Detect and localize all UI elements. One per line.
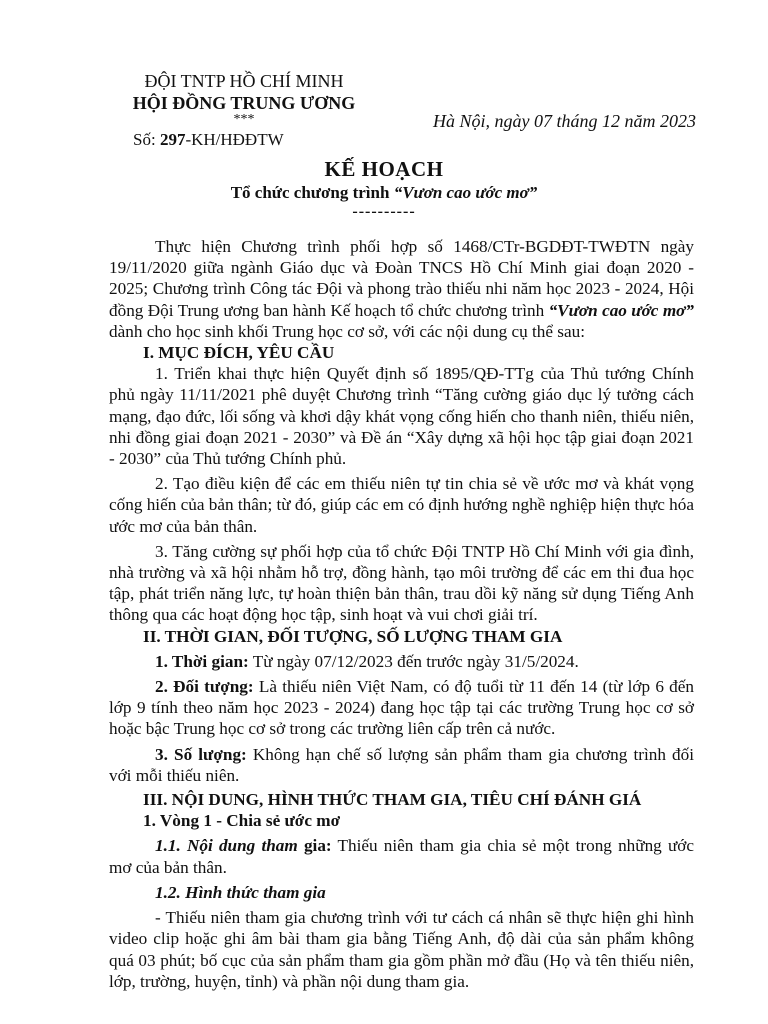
place-date: Hà Nội, ngày 07 tháng 12 năm 2023 <box>433 111 696 131</box>
intro-paragraph: Thực hiện Chương trình phối hợp số 1468/CTr-BGDĐT-TWĐTN ngày 19/11/2020 giữa ngành Giáo dục và Đoàn TNCS Hồ Chí Minh giai đoạn 2020 - 2025; Chương trình Công tác Đội và phong trào thiếu nhi năm học 2023 - 2024, Hội đồng Đội Trung ương ban hành Kế hoạch tổ chức chương trình “Vươn cao ước mơ” dành cho học sinh khối Trung học cơ sở, với các nội dung cụ thể sau: <box>109 237 695 341</box>
section2-quantity: 3. Số lượng: Không hạn chế số lượng sản phẩm tham gia chương trình đối với mỗi thiếu niên. <box>109 744 694 785</box>
document-subtitle: Tổ chức chương trình “Vươn cao ước mơ” <box>230 183 538 202</box>
section1-paragraph: 1. Triển khai thực hiện Quyết định số 1895/QĐ-TTg của Thủ tướng Chính phủ ngày 11/11/2021 phê duyệt Chương trình “Tăng cường giáo dục lý tưởng cách mạng, đạo đức, lối sống và khơi dậy khát vọng cống hiến cho thanh niên, thiếu niên, nhi đồng giai đoạn 2021 - 2030” và Đề án “Xây dựng xã hội học tập giai đoạn 2021 - 2030” của Thủ tướng Chính phủ. <box>109 364 694 469</box>
section-heading-2: II. THỜI GIAN, ĐỐI TƯỢNG, SỐ LƯỢNG THAM GIA <box>143 626 563 646</box>
content-paragraph: 1.1. Nội dung tham gia: Thiếu niên tham gia chia sẻ một trong những ước mơ của bản thân. <box>109 836 695 877</box>
section2-time: 1. Thời gian: Từ ngày 07/12/2023 đến trước ngày 31/5/2024. <box>155 651 579 671</box>
organization-name: ĐỘI TNTP HỒ CHÍ MINH <box>144 71 344 91</box>
section-heading-3: III. NỘI DUNG, HÌNH THỨC THAM GIA, TIÊU CHÍ ĐÁNH GIÁ <box>143 790 642 810</box>
document-body <box>109 236 694 992</box>
council-name: HỘI ĐỒNG TRUNG ƯƠNG <box>132 93 356 113</box>
form-paragraph: - Thiếu niên tham gia chương trình với tư cách cá nhân sẽ thực hiện ghi hình video clip hoặc ghi âm bài tham gia bằng Tiếng Anh, độ dài của sản phẩm không quá 03 phút; bố cục của sản phẩm tham gia gồm phần mở đầu (Họ và tên thiếu niên, lớp, trường, huyện, tỉnh) và phần nội dung tham gia. <box>109 908 694 991</box>
section1-paragraph: 3. Tăng cường sự phối hợp của tổ chức Đội TNTP Hồ Chí Minh với gia đình, nhà trường và xã hội nhằm hỗ trợ, đồng hành, tạo môi trường để các em thi đua học tập, phát triển năng lực, tự hoàn thiện bản thân, trau dồi kỹ năng sử dụng Tiếng Anh thông qua các hoạt động học tập, sinh hoạt và vui chơi giải trí. <box>109 541 694 625</box>
title-divider: ---------- <box>352 203 416 220</box>
document-number: Số: 297-KH/HĐĐTW <box>133 130 284 149</box>
document-title: KẾ HOẠCH <box>324 157 444 181</box>
round1-heading: 1. Vòng 1 - Chia sẻ ước mơ <box>143 811 341 831</box>
form-heading: 1.2. Hình thức tham gia <box>155 882 326 902</box>
section1-paragraph: 2. Tạo điều kiện để các em thiếu niên tự tin chia sẻ về ước mơ và khát vọng cống hiến của bản thân; từ đó, giúp các em có định hướng nghề nghiệp hiện thực hóa ước mơ của bản thân. <box>109 474 694 536</box>
section-heading-1: I. MỤC ĐÍCH, YÊU CẦU <box>143 343 335 363</box>
stars-separator: *** <box>233 112 255 127</box>
section2-target: 2. Đối tượng: Là thiếu niên Việt Nam, có độ tuổi từ 11 đến 14 (từ lớp 6 đến lớp 9 tính theo năm học 2023 - 2024) đang học tập tại các trường Trung học cơ sở hoặc bậc Trung học cơ sở trong các trường liên cấp trên cả nước. <box>109 677 694 739</box>
